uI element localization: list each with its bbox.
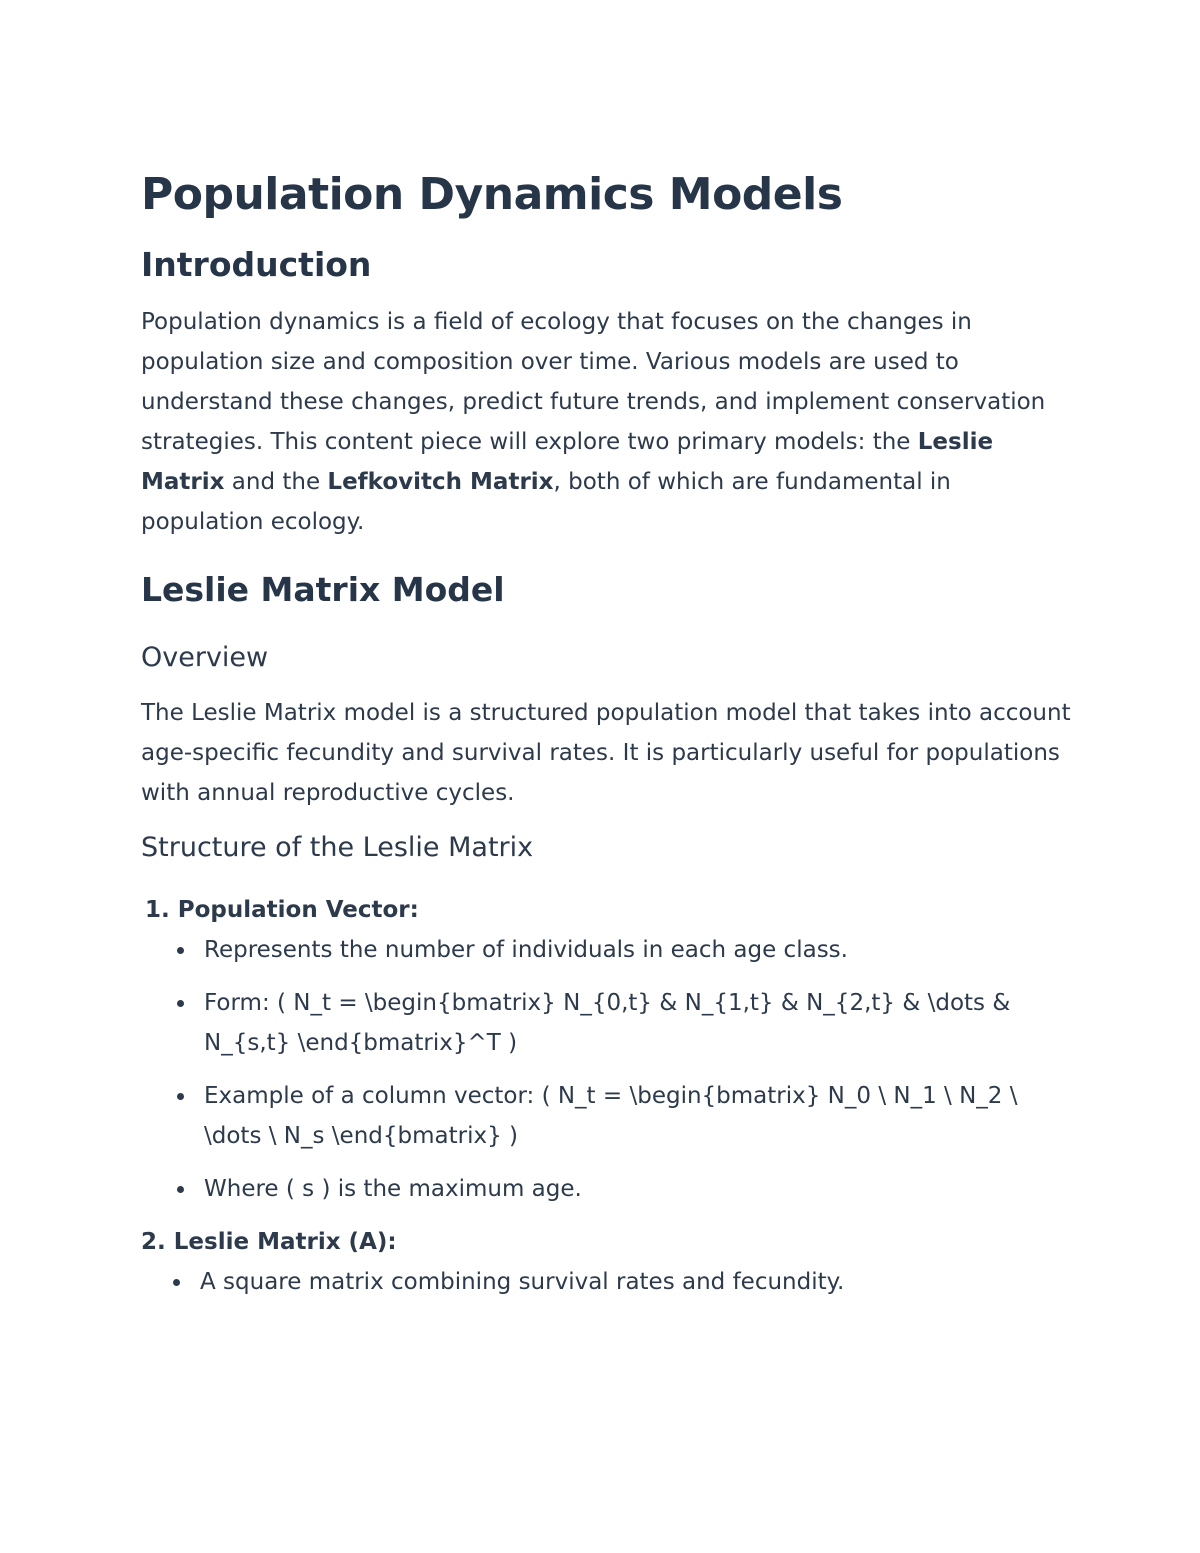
step-number: 2. — [141, 1229, 166, 1255]
section-heading-introduction: Introduction — [141, 245, 372, 284]
overview-paragraph: The Leslie Matrix model is a structured population model that takes into account age-specific fecundity and survival rates. It is particularly useful for populations with annual reproductive cycles. — [141, 700, 1071, 806]
subheading-overview: Overview — [141, 642, 269, 673]
intro-paragraph — [141, 302, 1071, 542]
bullet-item: Where ( s ) is the maximum age. — [204, 1169, 1071, 1209]
bullet-dot-icon — [177, 1186, 184, 1193]
intro-text-part1: Population dynamics is a field of ecology that focuses on the changes in population size and composition over time. Various models are used to understand these changes, predict future trends, and implement conservation strategies. This content piece will explore two primary models: the — [141, 309, 1046, 455]
bullet-list — [145, 930, 1071, 1209]
list-item-population-vector — [141, 890, 1071, 1209]
document-page — [141, 160, 1071, 1302]
bullet-item: Form: ( N_t = \begin{bmatrix} N_{0,t} & N_{1,t} & N_{2,t} & \dots & N_{s,t} \end{bmatrix}^T ) — [204, 983, 1071, 1063]
intro-bold-lefkovitch: Lefkovitch Matrix — [327, 469, 554, 495]
bullet-dot-icon — [177, 947, 184, 954]
document-title: Population Dynamics Models — [141, 169, 843, 220]
structure-list — [141, 890, 1071, 1302]
intro-text-part3: , both of which are fundamental in population ecology. — [141, 469, 951, 535]
bullet-dot-icon — [177, 1093, 184, 1100]
step-title — [145, 890, 1071, 930]
step-title — [141, 1222, 1071, 1262]
bullet-list — [141, 1262, 1071, 1302]
section-heading-leslie-matrix-model: Leslie Matrix Model — [141, 570, 505, 609]
bullet-item: Example of a column vector: ( N_t = \begin{bmatrix} N_0 \ N_1 \ N_2 \ \dots \ N_s \end{bmatrix} ) — [204, 1076, 1071, 1156]
bullet-dot-icon — [173, 1279, 180, 1286]
step-label: Population Vector: — [177, 897, 419, 923]
intro-bold-leslie: Leslie Matrix — [141, 429, 994, 495]
list-item-leslie-matrix — [141, 1222, 1071, 1302]
intro-text-part2: and the — [224, 469, 328, 495]
bullet-item: A square matrix combining survival rates and fecundity. — [200, 1262, 1071, 1302]
subheading-structure: Structure of the Leslie Matrix — [141, 832, 534, 863]
step-number: 1. — [145, 897, 170, 923]
step-label: Leslie Matrix (A): — [173, 1229, 397, 1255]
bullet-item: Represents the number of individuals in each age class. — [204, 930, 1071, 970]
bullet-dot-icon — [177, 1000, 184, 1007]
